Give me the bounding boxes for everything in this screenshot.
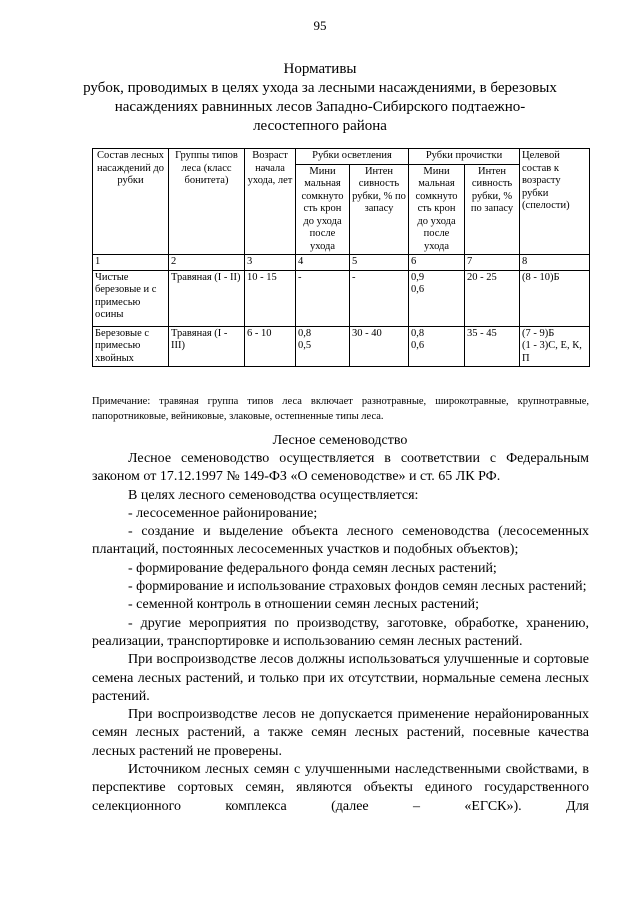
table-cell: 10 - 15 (245, 270, 296, 326)
header-age: Возраст начала ухода, лет (245, 149, 296, 255)
title-line-2: рубок, проводимых в целях ухода за лесными насаждениями, в березовых насаждениях равнинных лесов Западно-Сибирского подтаежно-лесостепного района (83, 80, 557, 134)
table-number-row (93, 255, 590, 271)
norms-table (92, 148, 590, 367)
col-number: 8 (520, 255, 590, 271)
table-cell: Травяная (I - III) (169, 326, 245, 367)
paragraph: - создание и выделение объекта лесного семеноводства (лесосеменных плантаций, постоянных лесосеменных участков и подобных объектов); (92, 524, 589, 558)
header-thinning: Рубки прочистки (409, 149, 520, 165)
table-cell: 0,8 0,5 (296, 326, 350, 367)
table-cell: (8 - 10)Б (520, 270, 590, 326)
col-number: 1 (93, 255, 169, 271)
table-cell: - (350, 270, 409, 326)
subheader-min-density-2: Мини мальная сомкнуто сть крон до ухода после ухода (409, 164, 465, 255)
section-title: Лесное семеноводство (272, 433, 408, 448)
table-cell: 35 - 45 (465, 326, 520, 367)
table-row (93, 326, 590, 367)
subheader-intensity-1: Интен сивность рубки, % по запасу (350, 164, 409, 255)
table-cell: Чистые березовые и с примесью осины (93, 270, 169, 326)
table-header-row (93, 149, 590, 165)
table-cell: Травяная (I - II) (169, 270, 245, 326)
paragraph: В целях лесного семеноводства осуществляется: (128, 487, 419, 503)
col-number: 7 (465, 255, 520, 271)
paragraph: - семенной контроль в отношении семян лесных растений; (128, 597, 480, 613)
table-cell: 20 - 25 (465, 270, 520, 326)
table-cell: 0,9 0,6 (409, 270, 465, 326)
col-number: 6 (409, 255, 465, 271)
table-cell: 6 - 10 (245, 326, 296, 367)
section-body (92, 450, 589, 816)
header-target: Целевой состав к возрасту рубки (спелости) (520, 149, 590, 255)
paragraph: При воспроизводстве лесов должны использоваться улучшенные и сортовые семена лесных растений, и только при их отсутствии, нормальные семена лесных растений. (92, 652, 589, 704)
col-number: 2 (169, 255, 245, 271)
table-row (93, 270, 590, 326)
subheader-min-density-1: Мини мальная сомкнуто сть крон до ухода после ухода (296, 164, 350, 255)
paragraph: Источником лесных семян с улучшенными наследственными свойствами, в перспективе сортовых семян, являются объекты единого государственного селекционного комплекса (далее – «ЕГСК»). Для (92, 762, 589, 814)
document-title (80, 60, 560, 136)
paragraph: При воспроизводстве лесов не допускается применение нерайонированных семян лесных растений, а также семян лесных растений, посевные качества лесных растений не проверены. (92, 707, 589, 759)
table-cell: 30 - 40 (350, 326, 409, 367)
table-cell: (7 - 9)Б (1 - 3)С, Е, К, П (520, 326, 590, 367)
paragraph: - другие мероприятия по производству, заготовке, обработке, хранению, реализации, транспортировке и использованию семян лесных растений. (92, 615, 589, 649)
table-cell: Березовые с примесью хвойных (93, 326, 169, 367)
title-line-1: Нормативы (283, 61, 357, 77)
header-clearing: Рубки осветления (296, 149, 409, 165)
page-number: 95 (313, 18, 327, 33)
table-cell: - (296, 270, 350, 326)
paragraph: - формирование федерального фонда семян лесных растений; (128, 560, 497, 576)
subheader-intensity-2: Интен сивность рубки, % по запасу (465, 164, 520, 255)
col-number: 4 (296, 255, 350, 271)
table-cell: 0,8 0,6 (409, 326, 465, 367)
paragraph: - лесосеменное районирование; (128, 505, 318, 521)
col-number: 3 (245, 255, 296, 271)
header-composition: Состав лесных насаждений до рубки (93, 149, 169, 255)
paragraph: - формирование и использование страховых фондов семян лесных растений; (128, 579, 587, 595)
table-note: Примечание: травяная группа типов леса включает разнотравные, широкотравные, крупнотравные, папоротниковые, вейниковые, злаковые, остепненные типы леса. (92, 396, 589, 422)
header-forest-type: Группы типов леса (класс бонитета) (169, 149, 245, 255)
col-number: 5 (350, 255, 409, 271)
paragraph: Лесное семеноводство осуществляется в соответствии с Федеральным законом от 17.12.1997 № 149-ФЗ «О семеноводстве» и ст. 65 ЛК РФ. (92, 451, 589, 485)
